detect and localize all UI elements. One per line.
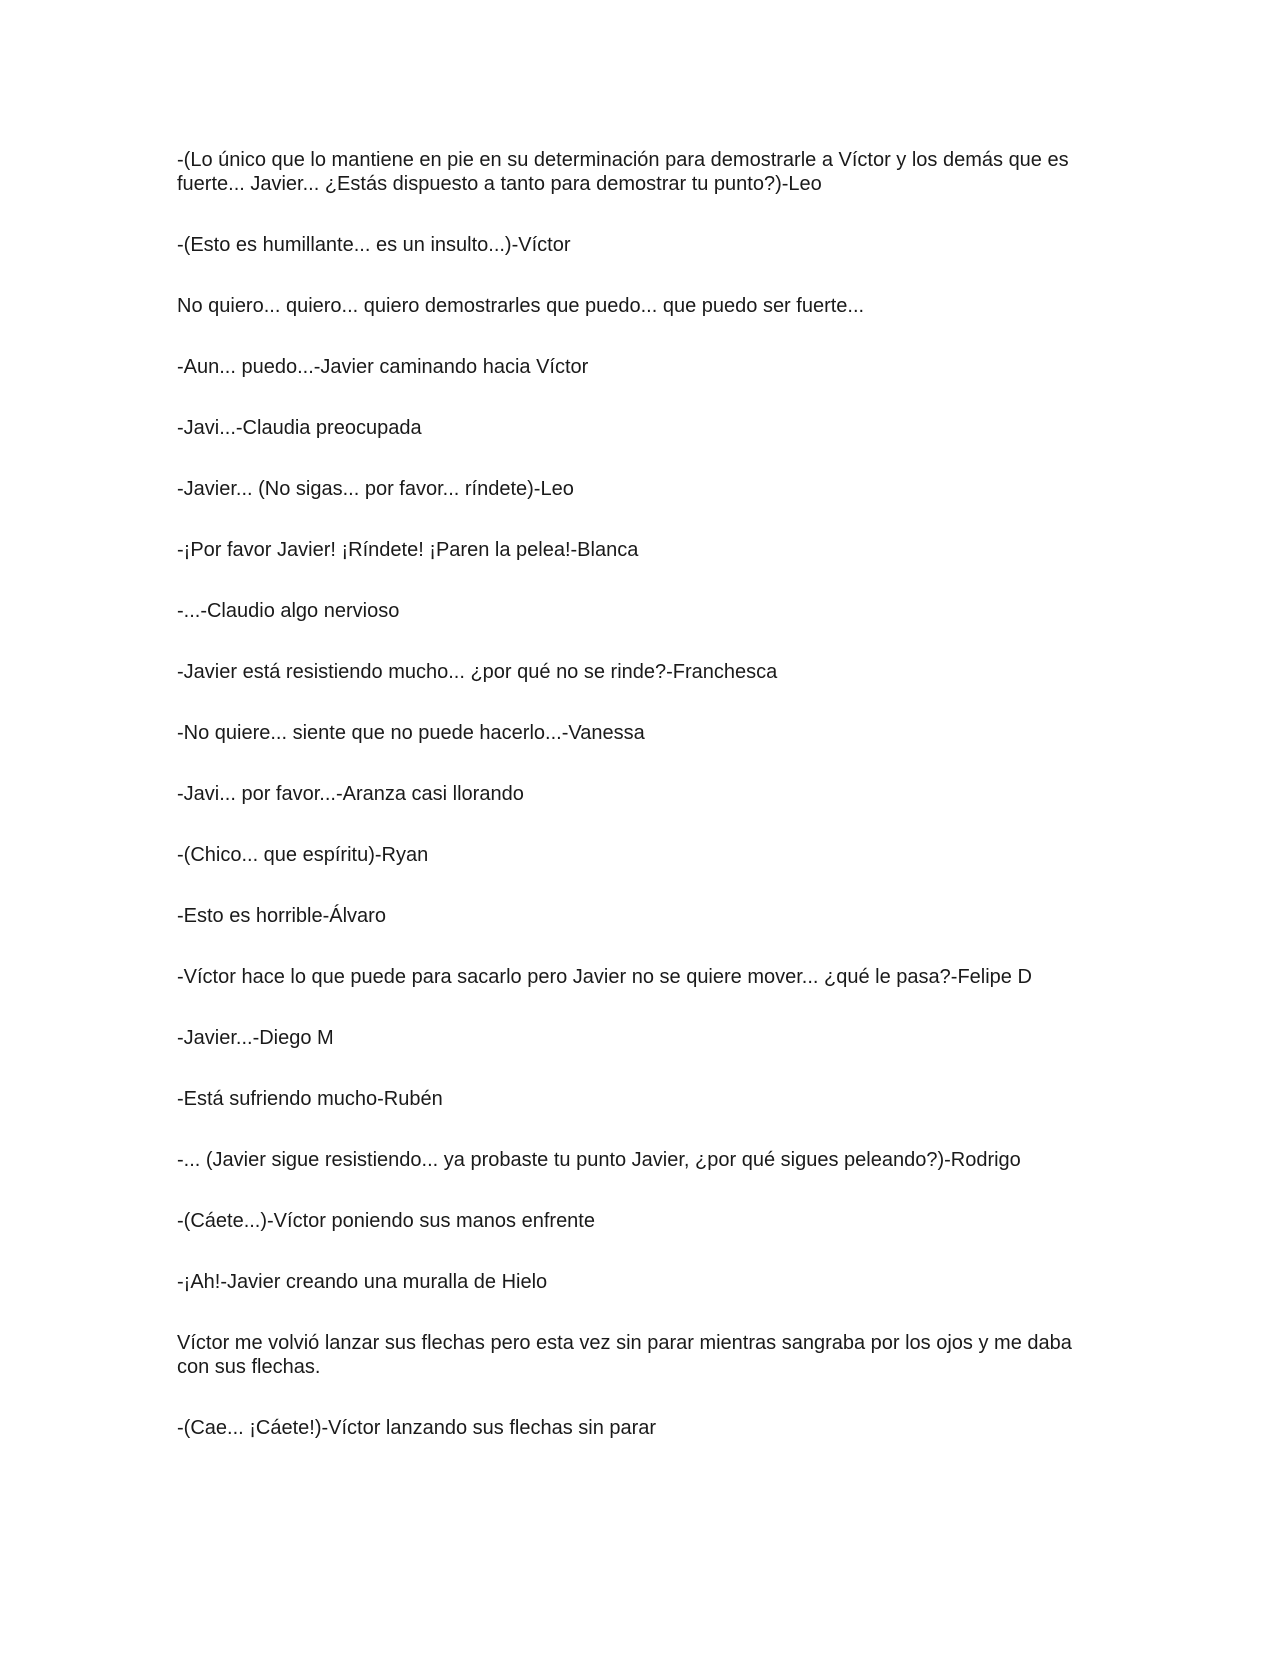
paragraph: -Está sufriendo mucho-Rubén [177, 1088, 443, 1110]
paragraph: -Javi...-Claudia preocupada [177, 417, 422, 439]
paragraph: -Javier está resistiendo mucho... ¿por qué no se rinde?-Franchesca [177, 661, 778, 683]
paragraph: -(Cae... ¡Cáete!)-Víctor lanzando sus flechas sin parar [177, 1417, 657, 1439]
paragraph: -¡Ah!-Javier creando una muralla de Hielo [177, 1271, 548, 1293]
paragraph: -(Chico... que espíritu)-Ryan [177, 844, 429, 866]
paragraph: -No quiere... siente que no puede hacerlo...-Vanessa [177, 722, 645, 744]
paragraph: -Javier...-Diego M [177, 1027, 334, 1049]
paragraph: -¡Por favor Javier! ¡Ríndete! ¡Paren la pelea!-Blanca [177, 539, 639, 561]
paragraph: -Javier... (No sigas... por favor... ríndete)-Leo [177, 478, 574, 500]
paragraph: -...-Claudio algo nervioso [177, 600, 400, 622]
paragraph: -Aun... puedo...-Javier caminando hacia Víctor [177, 356, 589, 378]
paragraph: -Javi... por favor...-Aranza casi llorando [177, 783, 524, 805]
text-column [177, 148, 1107, 1477]
paragraph: -(Esto es humillante... es un insulto...)-Víctor [177, 234, 571, 256]
paragraph: -Esto es horrible-Álvaro [177, 905, 386, 927]
paragraph: -... (Javier sigue resistiendo... ya probaste tu punto Javier, ¿por qué sigues peleando?)-Rodrigo [177, 1149, 1021, 1171]
paragraph: No quiero... quiero... quiero demostrarles que puedo... que puedo ser fuerte... [177, 295, 865, 317]
paragraph: -(Lo único que lo mantiene en pie en su determinación para demostrarle a Víctor y los demás que es fuerte... Javier... ¿Estás dispuesto a tanto para demostrar tu punto?)-Leo [177, 149, 1069, 195]
paragraph: Víctor me volvió lanzar sus flechas pero esta vez sin parar mientras sangraba por los ojos y me daba con sus flechas. [177, 1332, 1072, 1378]
paragraph: -Víctor hace lo que puede para sacarlo pero Javier no se quiere mover... ¿qué le pasa?-Felipe D [177, 966, 1032, 988]
paragraph: -(Cáete...)-Víctor poniendo sus manos enfrente [177, 1210, 595, 1232]
